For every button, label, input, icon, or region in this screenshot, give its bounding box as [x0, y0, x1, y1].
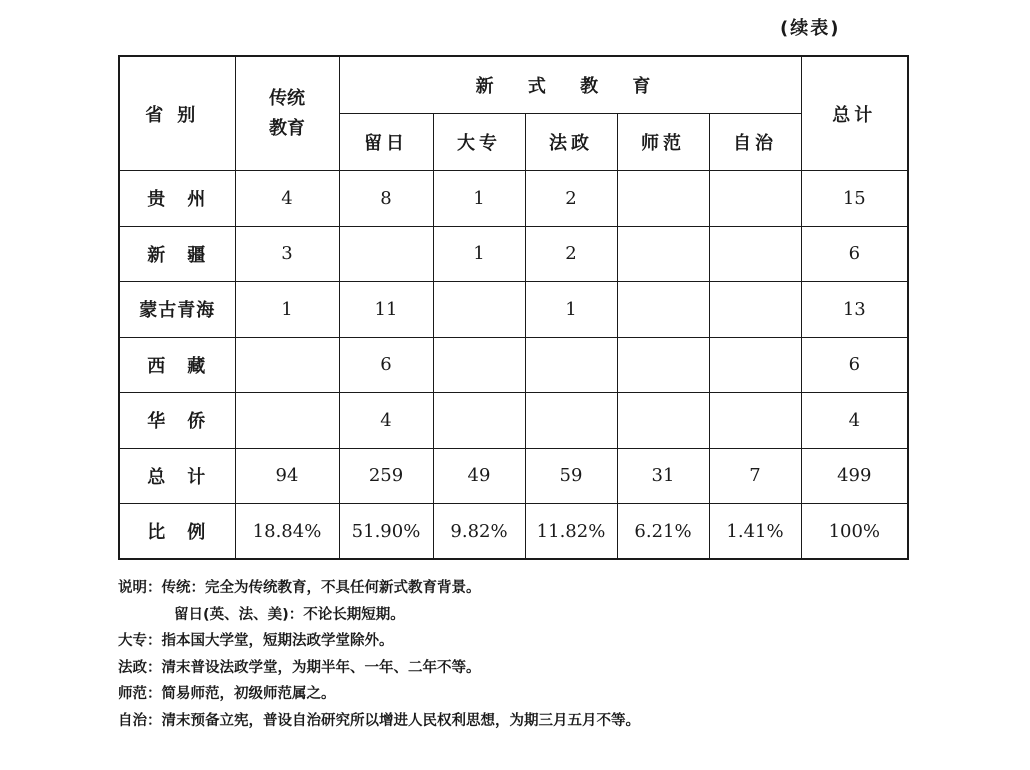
table-row	[119, 393, 908, 449]
cell-traditional	[235, 337, 339, 393]
header-liuri: 留日	[339, 114, 433, 171]
note-line: 自治：清末预备立宪，普设自治研究所以增进人民权利思想，为期三月五月不等。	[118, 712, 640, 729]
header-traditional-text: 传统 教育	[269, 87, 305, 139]
cell-total: 13	[801, 282, 908, 338]
header-province: 省别	[119, 56, 235, 171]
cell-liuri: 51.90%	[339, 504, 433, 560]
cell-dazhuan	[433, 282, 525, 338]
cell-zizhi	[709, 226, 801, 282]
table-row-ratio	[119, 504, 908, 560]
cell-shifan	[617, 226, 709, 282]
cell-fazheng: 59	[525, 448, 617, 504]
table-row	[119, 282, 908, 338]
cell-traditional: 3	[235, 226, 339, 282]
cell-dazhuan: 1	[433, 226, 525, 282]
cell-fazheng: 1	[525, 282, 617, 338]
row-province: 西 藏	[119, 337, 235, 393]
cell-zizhi	[709, 337, 801, 393]
cell-zizhi: 7	[709, 448, 801, 504]
header-fazheng: 法政	[525, 114, 617, 171]
cell-total: 499	[801, 448, 908, 504]
cell-zizhi: 1.41%	[709, 504, 801, 560]
table-row	[119, 171, 908, 227]
header-traditional	[235, 56, 339, 171]
cell-shifan	[617, 393, 709, 449]
cell-zizhi	[709, 393, 801, 449]
header-total: 总计	[801, 56, 908, 171]
cell-shifan	[617, 337, 709, 393]
cell-fazheng	[525, 337, 617, 393]
cell-fazheng: 11.82%	[525, 504, 617, 560]
cell-dazhuan: 1	[433, 171, 525, 227]
cell-dazhuan	[433, 393, 525, 449]
cell-dazhuan: 9.82%	[433, 504, 525, 560]
table-row	[119, 226, 908, 282]
cell-liuri: 11	[339, 282, 433, 338]
cell-total: 6	[801, 226, 908, 282]
cell-dazhuan: 49	[433, 448, 525, 504]
row-province: 华 侨	[119, 393, 235, 449]
cell-traditional: 1	[235, 282, 339, 338]
row-province: 贵 州	[119, 171, 235, 227]
cell-liuri: 4	[339, 393, 433, 449]
cell-fazheng: 2	[525, 226, 617, 282]
table-row	[119, 337, 908, 393]
cell-zizhi	[709, 171, 801, 227]
cell-shifan	[617, 171, 709, 227]
row-province: 总 计	[119, 448, 235, 504]
cell-traditional: 94	[235, 448, 339, 504]
cell-total: 15	[801, 171, 908, 227]
cell-total: 100%	[801, 504, 908, 560]
continued-label: (续表)	[780, 18, 841, 39]
cell-traditional: 18.84%	[235, 504, 339, 560]
note-line: 师范：简易师范，初级师范属之。	[118, 686, 336, 702]
header-new-style: 新 式 教 育	[339, 56, 801, 114]
education-table	[118, 55, 909, 560]
note-line: 留日(英、法、美)：不论长期短期。	[174, 606, 405, 623]
cell-fazheng: 2	[525, 171, 617, 227]
cell-traditional: 4	[235, 171, 339, 227]
cell-total: 6	[801, 337, 908, 393]
cell-liuri: 259	[339, 448, 433, 504]
note-line: 法政：清末普设法政学堂，为期半年、一年、二年不等。	[118, 659, 481, 676]
cell-liuri: 6	[339, 337, 433, 393]
header-shifan: 师范	[617, 114, 709, 171]
notes-section	[118, 575, 640, 734]
note-line: 大专：指本国大学堂，短期法政学堂除外。	[118, 633, 394, 649]
cell-shifan	[617, 282, 709, 338]
cell-liuri	[339, 226, 433, 282]
cell-fazheng	[525, 393, 617, 449]
cell-zizhi	[709, 282, 801, 338]
table-row-total	[119, 448, 908, 504]
row-province: 蒙古青海	[119, 282, 235, 338]
cell-total: 4	[801, 393, 908, 449]
row-province: 新 疆	[119, 226, 235, 282]
cell-liuri: 8	[339, 171, 433, 227]
header-dazhuan: 大专	[433, 114, 525, 171]
cell-shifan: 6.21%	[617, 504, 709, 560]
header-zizhi: 自治	[709, 114, 801, 171]
cell-traditional	[235, 393, 339, 449]
note-line: 说明：传统：完全为传统教育，不具任何新式教育背景。	[118, 580, 481, 596]
cell-shifan: 31	[617, 448, 709, 504]
cell-dazhuan	[433, 337, 525, 393]
row-province: 比 例	[119, 504, 235, 560]
